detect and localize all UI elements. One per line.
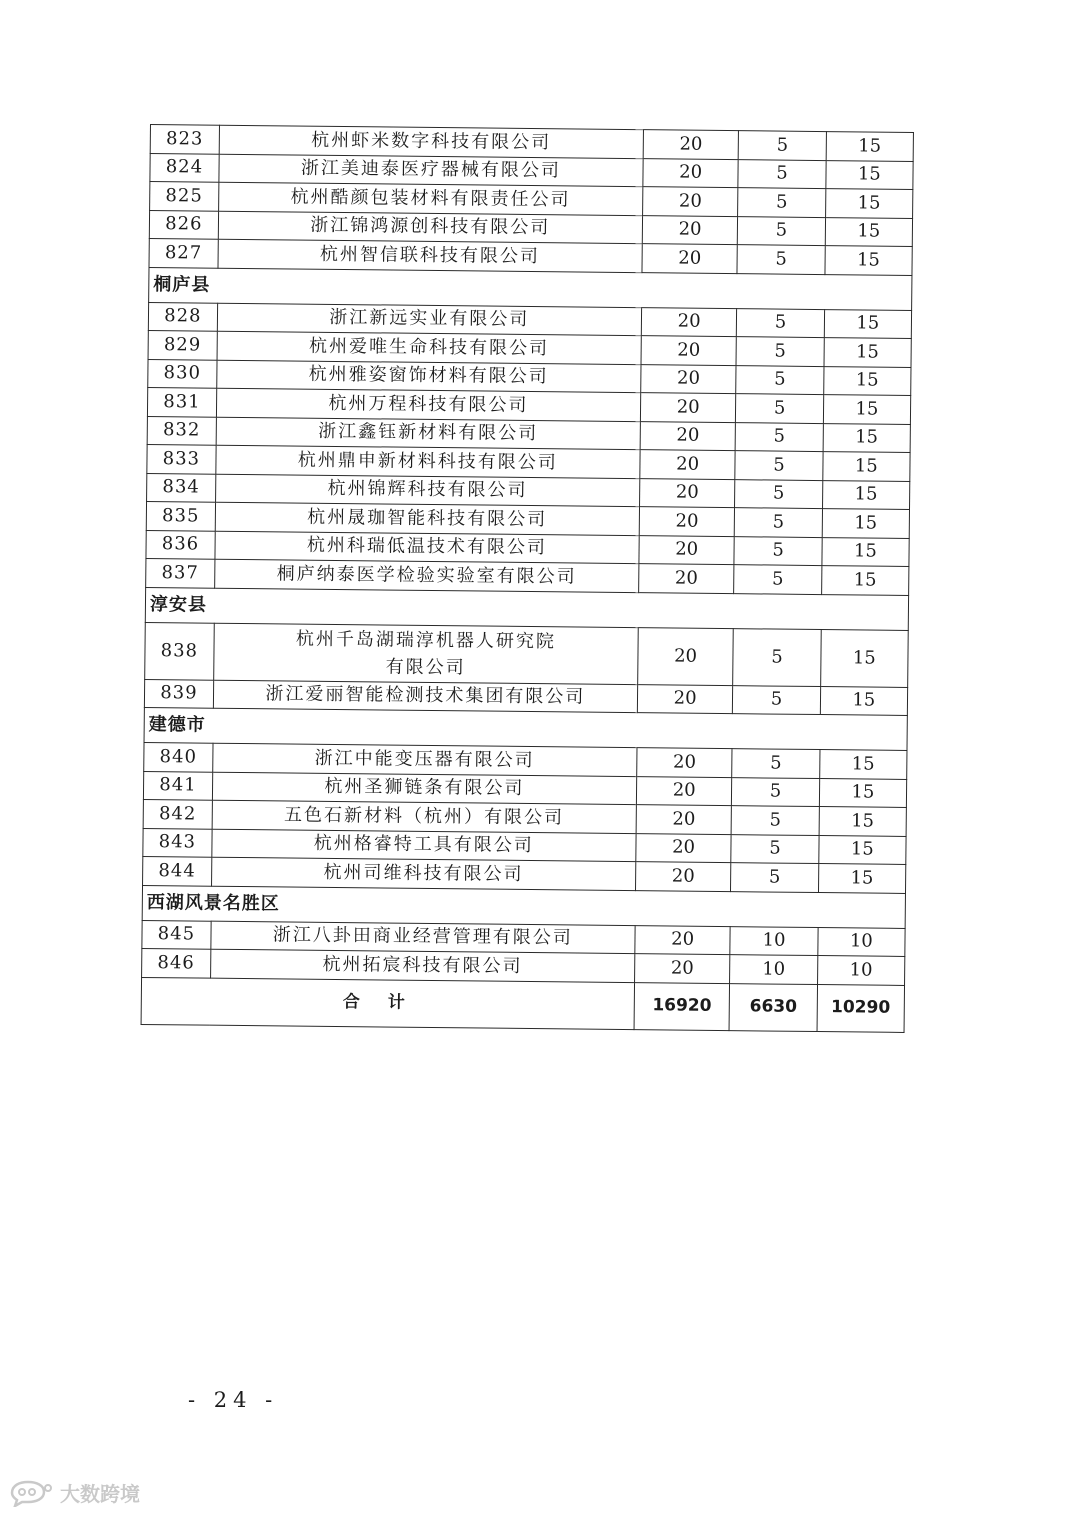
value-col-3: 15 [822,452,910,481]
value-col-2: 5 [732,749,820,778]
value-col-2: 5 [739,131,827,160]
value-col-2: 5 [738,216,826,245]
value-col-2: 5 [731,863,819,892]
value-col-2: 5 [735,451,823,480]
value-col-2: 5 [736,394,824,423]
watermark-text: 大数跨境 [60,1482,140,1506]
value-col-1: 20 [636,805,732,834]
value-col-2: 5 [738,188,826,217]
value-col-2: 10 [730,955,818,984]
value-col-3: 15 [820,629,908,687]
value-col-1: 20 [634,954,730,983]
row-number: 825 [150,182,219,211]
company-name: 杭州智信联科技有限公司 [218,239,642,272]
value-col-2: 5 [733,685,821,714]
value-col-1: 20 [636,776,732,805]
total-label: 合计 [141,977,634,1029]
value-col-2: 5 [732,806,820,835]
value-col-2: 5 [733,628,821,686]
value-col-1: 20 [640,421,736,450]
value-col-3: 15 [818,835,906,864]
company-name: 杭州酷颜包装材料有限责任公司 [218,182,642,215]
row-number: 836 [146,530,215,559]
row-number: 839 [144,679,213,708]
total-row [141,977,904,1032]
value-col-3: 15 [819,807,907,836]
row-number: 837 [146,558,215,587]
row-number: 840 [144,742,213,771]
value-col-3: 15 [823,395,911,424]
row-number: 832 [147,416,216,445]
value-col-2: 5 [734,536,822,565]
company-name: 浙江爱丽智能检测技术集团有限公司 [213,680,637,713]
value-col-2: 5 [737,245,825,274]
row-number: 833 [147,444,216,473]
value-col-3: 15 [822,480,910,509]
value-col-1: 20 [635,862,731,891]
value-col-2: 5 [735,479,823,508]
row-number: 831 [147,387,216,416]
total-value-2: 6630 [729,983,817,1031]
row-number: 826 [149,210,218,239]
company-name: 五色石新材料（杭州）有限公司 [212,800,636,833]
value-col-2: 10 [730,926,818,955]
row-number: 824 [150,153,219,182]
company-name: 桐庐纳泰医学检验实验室有限公司 [214,559,638,592]
value-col-3: 15 [819,778,907,807]
value-col-3: 15 [822,509,910,538]
company-name: 浙江八卦田商业经营管理有限公司 [211,921,635,954]
value-col-1: 20 [640,450,736,479]
row-number: 827 [149,238,218,267]
value-col-3: 15 [818,864,906,893]
value-col-2: 5 [735,508,823,537]
company-name: 杭州晟珈智能科技有限公司 [215,502,639,535]
value-col-2: 5 [734,565,822,594]
company-name: 浙江新远实业有限公司 [217,303,641,336]
value-col-3: 15 [824,338,912,367]
row-number: 846 [142,948,211,977]
row-number: 843 [143,828,212,857]
company-name: 杭州格睿特工具有限公司 [212,829,636,862]
value-col-1: 20 [639,564,735,593]
value-col-1: 20 [643,158,739,187]
value-col-3: 15 [826,160,914,189]
company-name: 杭州雅姿窗饰材料有限公司 [217,360,641,393]
row-number: 841 [143,771,212,800]
total-value-3: 10290 [817,984,905,1032]
region-name: 西湖风景名胜区 [142,885,905,928]
row-number: 835 [146,501,215,530]
value-col-3: 15 [820,686,908,715]
allocation-table [141,124,914,1032]
value-col-3: 15 [822,537,910,566]
value-col-1: 20 [637,684,733,713]
row-number: 830 [148,359,217,388]
value-col-2: 5 [736,337,824,366]
value-col-1: 20 [642,187,738,216]
value-col-3: 15 [825,246,913,275]
value-col-1: 20 [642,244,738,273]
company-name: 浙江锦鸿源创科技有限公司 [218,211,642,244]
company-name: 浙江美迪泰医疗器械有限公司 [219,154,643,187]
region-name: 桐庐县 [149,267,912,310]
chat-bubble-logo-icon [8,1479,54,1507]
value-col-3: 15 [825,189,913,218]
company-name: 杭州万程科技有限公司 [216,388,640,421]
value-col-1: 20 [641,364,737,393]
value-col-1: 20 [636,833,732,862]
row-number: 823 [150,125,219,154]
value-col-3: 15 [823,423,911,452]
value-col-3: 15 [819,750,907,779]
company-name: 杭州虾米数字科技有限公司 [219,125,643,158]
value-col-1: 20 [640,393,736,422]
company-name: 杭州爱唯生命科技有限公司 [217,331,641,364]
value-col-1: 20 [642,215,738,244]
value-col-1: 20 [639,478,735,507]
company-name: 浙江鑫钰新材料有限公司 [216,417,640,450]
company-name-line: 杭州千岛湖瑞淳机器人研究院 [295,628,557,652]
value-col-1: 20 [637,748,733,777]
value-col-3: 15 [821,566,909,595]
row-number: 844 [143,856,212,885]
company-name: 杭州科瑞低温技术有限公司 [215,531,639,564]
value-col-1: 20 [639,535,735,564]
value-col-1: 20 [638,627,734,685]
row-number: 838 [145,622,214,680]
region-name: 建德市 [144,707,907,750]
value-col-3: 15 [825,217,913,246]
value-col-1: 20 [641,336,737,365]
company-name [213,623,638,684]
page-number: - 24 - [188,1388,279,1412]
value-col-3: 15 [824,309,912,338]
company-name: 杭州鼎申新材料科技有限公司 [216,445,640,478]
row-number: 834 [147,473,216,502]
table-row [145,622,909,687]
value-col-1: 20 [639,507,735,536]
region-name: 淳安县 [145,587,908,630]
value-col-1: 20 [635,925,731,954]
value-col-3: 10 [818,927,906,956]
company-name: 杭州圣狮链条有限公司 [212,772,636,805]
row-number: 845 [142,920,211,949]
watermark [8,1478,140,1507]
total-value-1: 16920 [634,982,730,1030]
row-number: 828 [148,302,217,331]
value-col-2: 5 [732,777,820,806]
value-col-2: 5 [736,422,824,451]
value-col-3: 10 [817,956,905,985]
row-number: 829 [148,330,217,359]
value-col-2: 5 [738,159,826,188]
company-name: 浙江中能变压器有限公司 [213,743,637,776]
value-col-3: 15 [826,132,914,161]
value-col-2: 5 [731,834,819,863]
company-name-line: 有限公司 [385,655,466,678]
value-col-3: 15 [823,366,911,395]
value-col-1: 20 [643,130,739,159]
value-col-2: 5 [736,365,824,394]
table-body [141,125,913,1032]
company-name: 杭州拓宸科技有限公司 [210,949,634,982]
value-col-1: 20 [641,307,737,336]
company-name: 杭州锦辉科技有限公司 [215,474,639,507]
value-col-2: 5 [737,308,825,337]
row-number: 842 [143,799,212,828]
company-name: 杭州司维科技有限公司 [211,857,635,890]
